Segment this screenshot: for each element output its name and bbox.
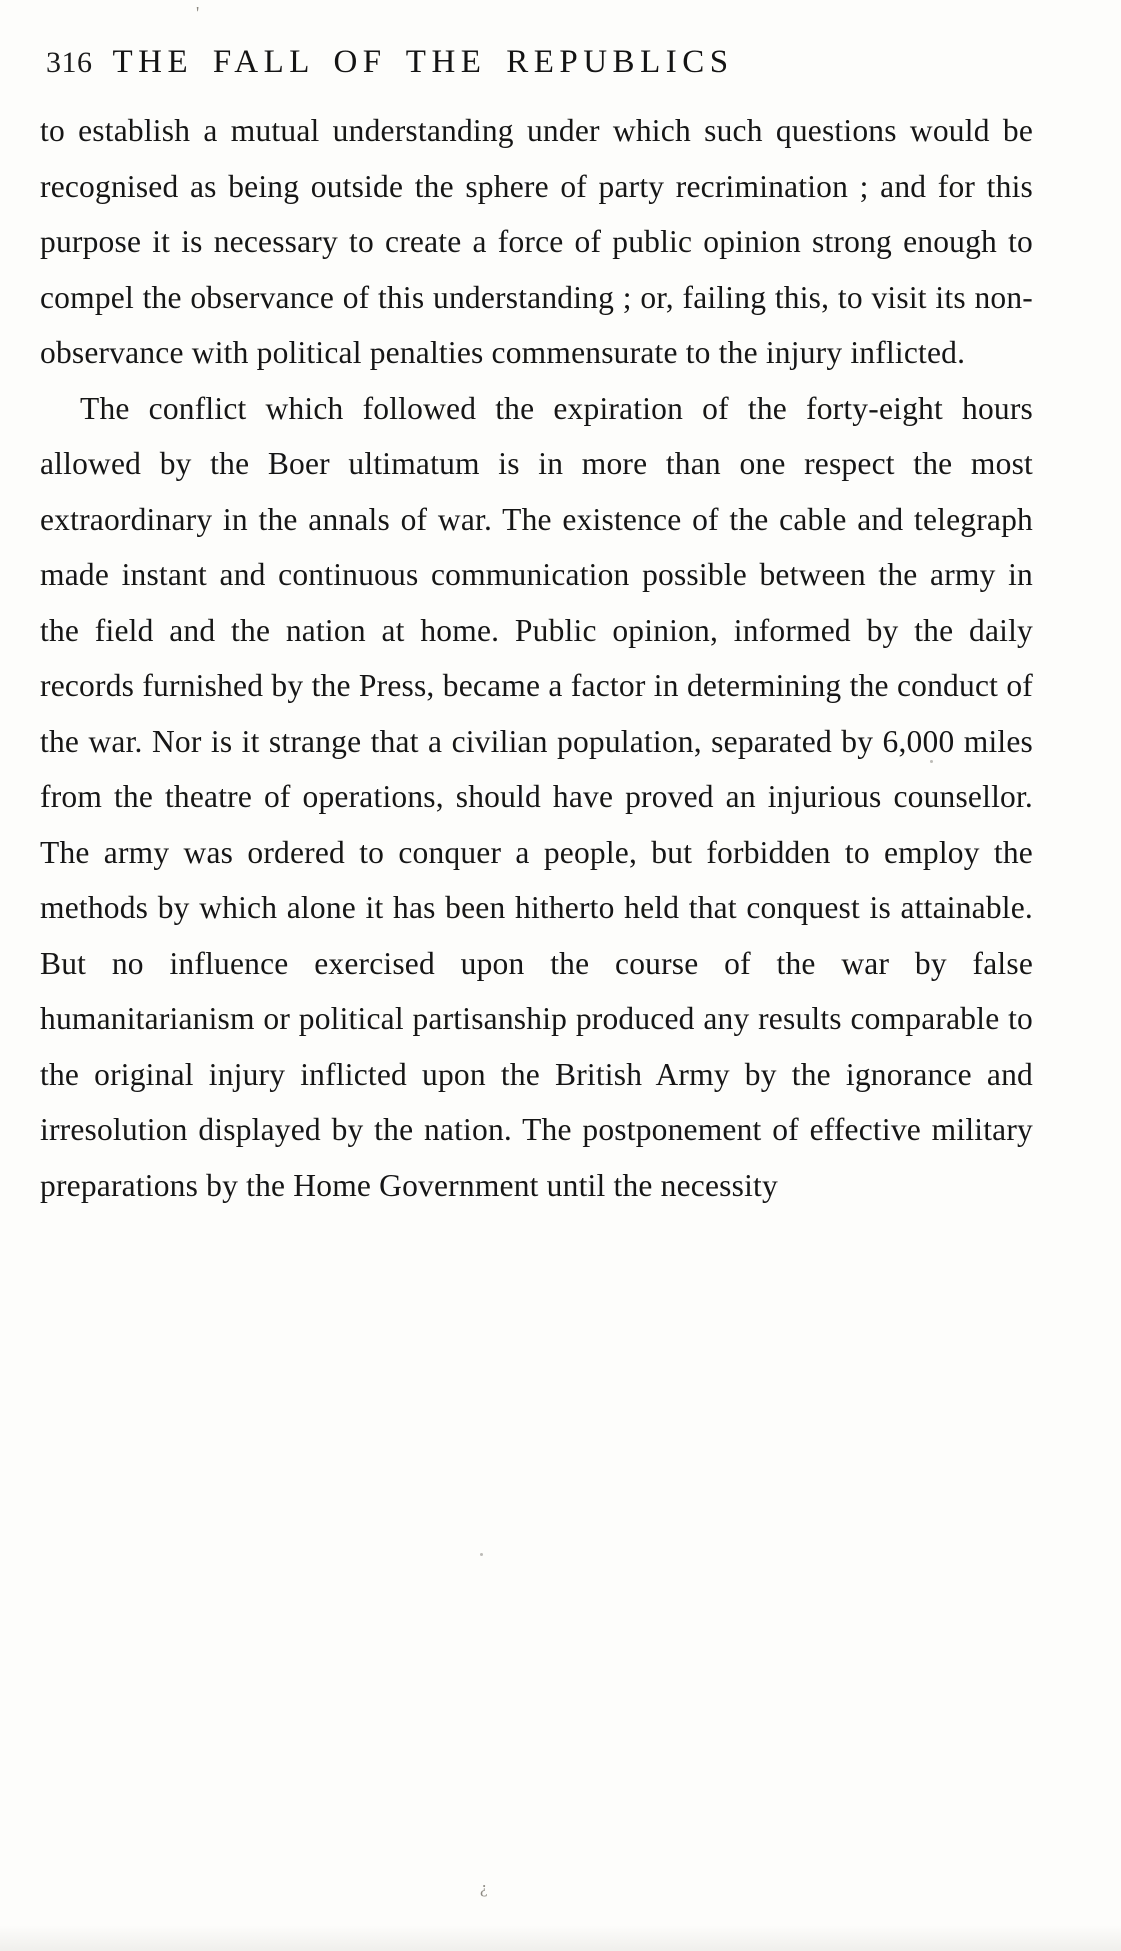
paragraph-1: to establish a mutual understanding under which such questions would be recognised as being outside the sphere of party recrimination ; and for this purpose it is necessary to create a force of public opinion strong enough to compel the observance of this understanding ; or, failing this, to visit its non-observance with political penalties commensurate to the injury inflicted. xyxy=(40,113,1033,370)
page-number: 316 xyxy=(46,46,93,79)
page-speck xyxy=(930,760,933,763)
page-header xyxy=(40,44,1033,81)
bottom-margin-speck: ¿ xyxy=(480,1878,488,1897)
page-speck xyxy=(480,1553,483,1556)
page-speck xyxy=(60,1180,63,1183)
page-edge-shadow xyxy=(0,1925,1121,1951)
paragraph-2: The conflict which followed the expiration of the forty-eight hours allowed by the Boer ultimatum is in more than one respect the most extraordinary in the annals of war. The existence of the cable and telegraph made instant and continuous communication possible between the army in the field and the nation at home. Public opinion, informed by the daily records furnished by the Press, became a factor in determining the conduct of the war. Nor is it strange that a civilian population, separated by 6,000 miles from the theatre of operations, should have proved an injurious counsellor. The army was ordered to conquer a people, but forbidden to employ the methods by which alone it has been hitherto held that conquest is attainable. But no influence exercised upon the course of the war by false humanitarianism or political partisanship produced any results comparable to the original injury inflicted upon the British Army by the ignorance and irresolution displayed by the nation. The postponement of effective military preparations by the Home Government until the necessity xyxy=(40,390,1033,1203)
running-head: THE FALL OF THE REPUBLICS xyxy=(112,44,734,80)
top-margin-speck: ' xyxy=(196,3,200,23)
body-text xyxy=(40,103,1033,1213)
